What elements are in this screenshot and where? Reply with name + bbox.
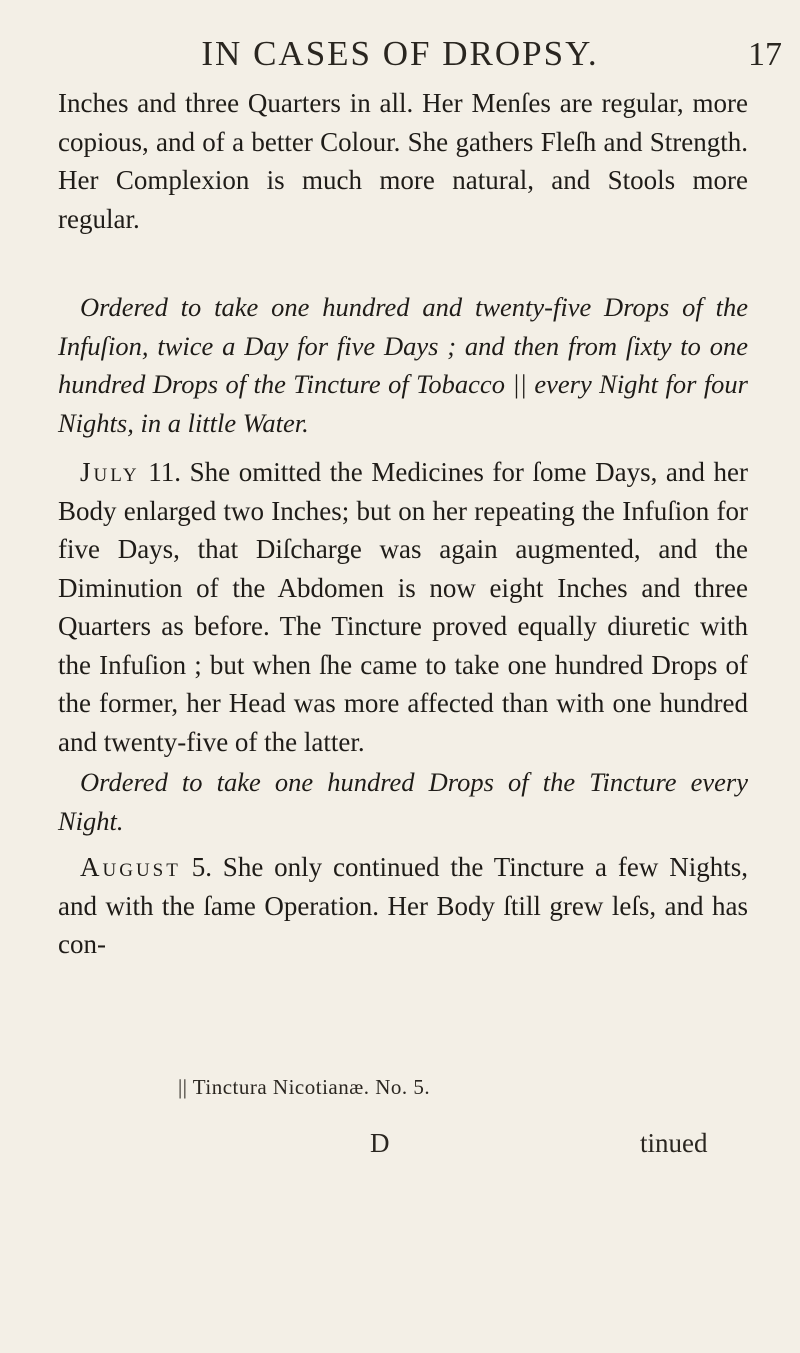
signature-mark: D [370, 1128, 390, 1158]
paragraph-case-report: Inches and three Quarters in all. Her Menſes are regular, more copious, and of a better Colour. She gathers Fleſh and Strength. Her Complexion is much more natural, and Stools more regular. [58, 88, 748, 234]
date-lead-august: August [80, 852, 181, 882]
paragraph-august-entry [58, 848, 748, 964]
date-lead-july: July [80, 457, 140, 487]
paragraph-july-entry [58, 453, 748, 761]
paragraph-prescription-1: Ordered to take one hundred and twenty-five Drops of the Infuſion, twice a Day for five Days ; and then from ſixty to one hundred Drops of the Tincture of Tobacco || every Night for four Nights, in a little Water. [58, 292, 748, 438]
july-entry-text: 11. She omitted the Medicines for ſome Days, and her Body enlarged two Inches; but on her repeating the Infuſion for five Days, that Diſcharge was again augmented, and the Diminution of the Abdomen is now eight Inches and three Quarters as before. The Tincture proved equally diuretic with the Infuſion ; but when ſhe came to take one hundred Drops of the former, her Head was more affected than with one hundred and twenty-five of the latter. [58, 457, 748, 757]
footnote: || Tinctura Nicotianæ. No. 5. [178, 1075, 431, 1099]
catchword: tinued [640, 1128, 708, 1158]
running-title: IN CASES OF DROPSY. [201, 34, 599, 73]
page-number: 17 [748, 36, 782, 73]
paragraph-prescription-2: Ordered to take one hundred Drops of the Tincture every Night. [58, 767, 748, 836]
august-entry-text: 5. She only continued the Tincture a few Nights, and with the ſame Operation. Her Body ſtill grew leſs, and has con- [58, 852, 748, 959]
